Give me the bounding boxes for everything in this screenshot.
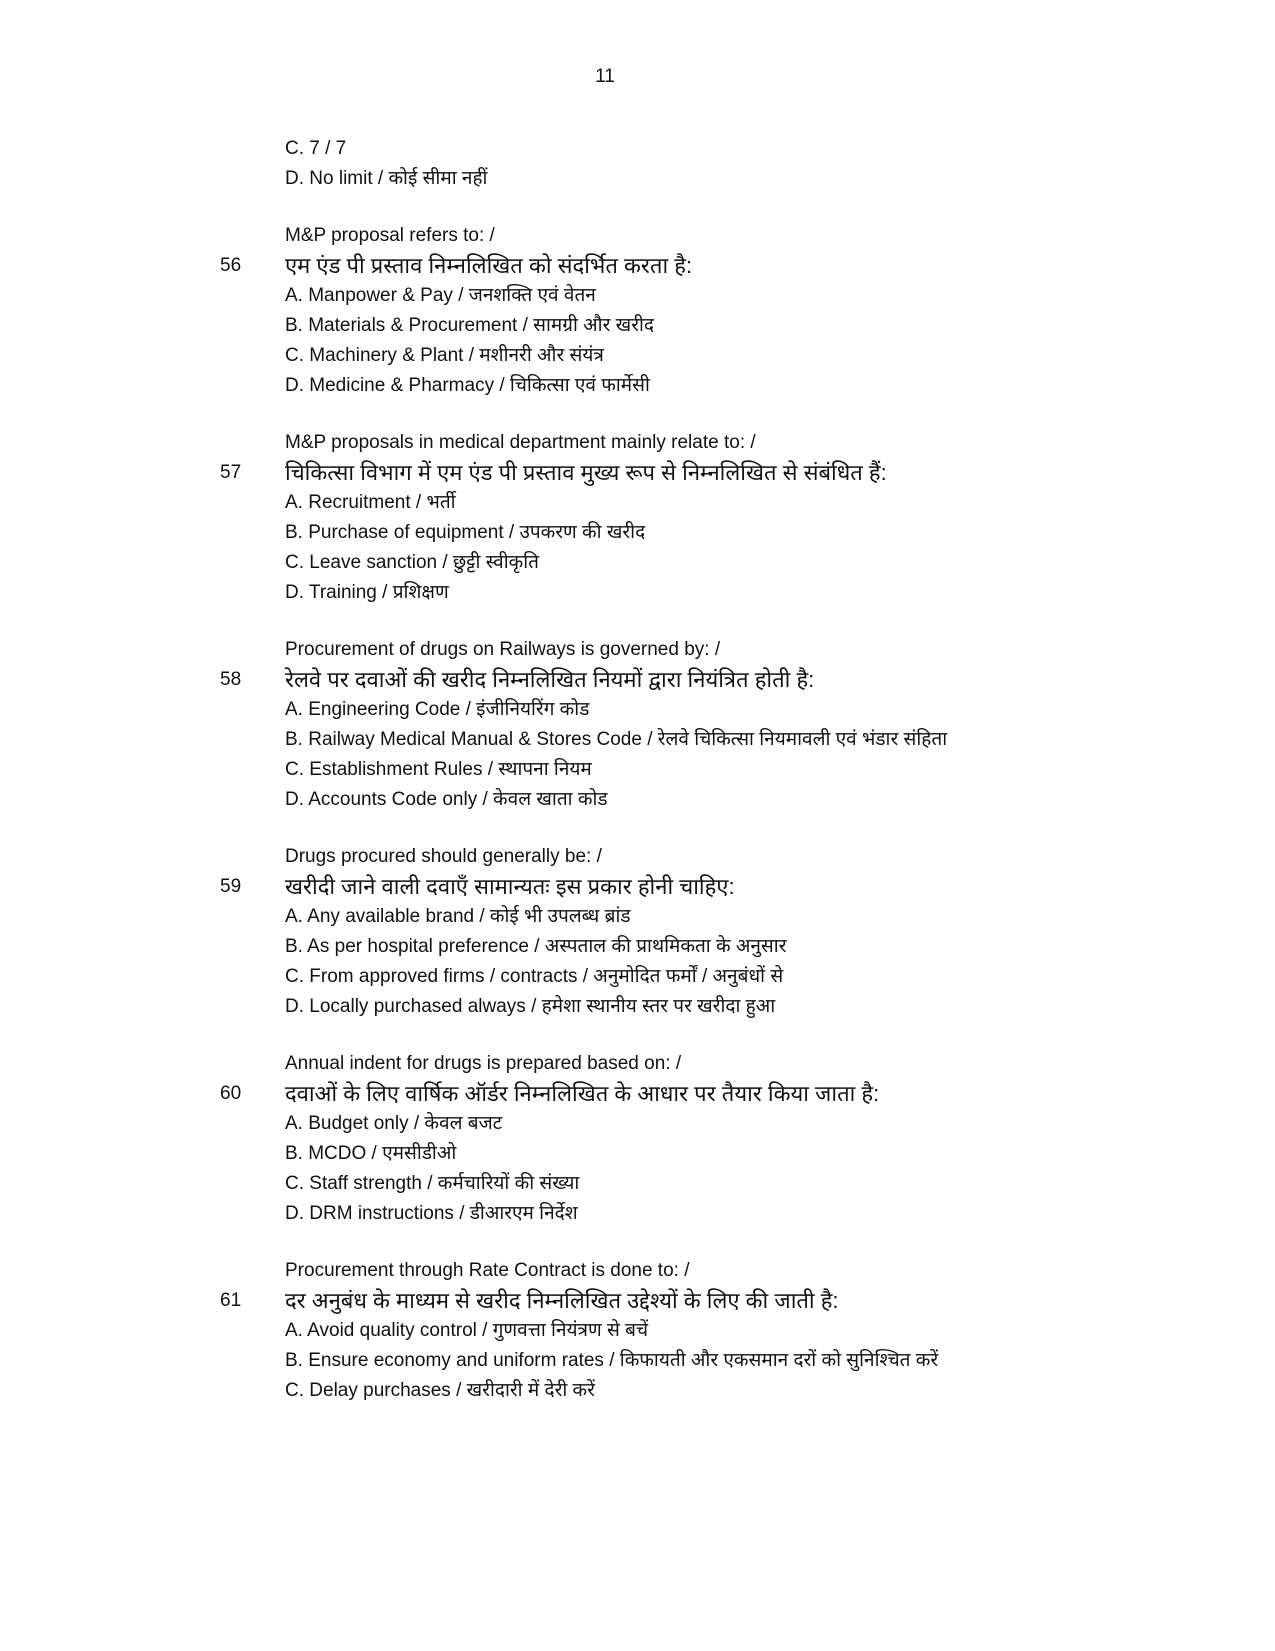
- question-hindi: [220, 1079, 1185, 1109]
- question-english: Drugs procured should generally be: /: [285, 846, 602, 867]
- question-block: [220, 428, 1185, 635]
- question-number: 58: [220, 669, 242, 690]
- carryover-option: C. 7 / 7: [285, 138, 347, 159]
- question-number: 60: [220, 1083, 242, 1104]
- question-english: M&P proposals in medical department mainly relate to: /: [285, 432, 756, 453]
- answer-option: A. Budget only / केवल बजट: [285, 1113, 503, 1134]
- page-number: 11: [595, 66, 615, 87]
- question-hindi-text: एम एंड पी प्रस्ताव निम्नलिखित को संदर्भित करता है:: [285, 253, 693, 278]
- question-list: [220, 134, 1185, 1433]
- answer-option: B. Materials & Procurement / सामग्री और खरीद: [285, 315, 654, 336]
- question-number: 59: [220, 876, 242, 897]
- answer-option: C. Leave sanction / छुट्टी स्वीकृति: [285, 552, 539, 573]
- answer-option: A. Engineering Code / इंजीनियरिंग कोड: [285, 699, 590, 720]
- question-block: [220, 635, 1185, 842]
- question-hindi-text: खरीदी जाने वाली दवाएँ सामान्यतः इस प्रकार होनी चाहिए:: [285, 874, 735, 899]
- answer-option: A. Avoid quality control / गुणवत्ता नियंत्रण से बचें: [285, 1320, 649, 1341]
- question-english: Procurement through Rate Contract is done to: /: [285, 1260, 690, 1281]
- question-hindi: [220, 1286, 1185, 1316]
- question-english: Procurement of drugs on Railways is governed by: /: [285, 639, 721, 660]
- question-number: 61: [220, 1290, 242, 1311]
- answer-option: B. MCDO / एमसीडीओ: [285, 1143, 457, 1164]
- question-hindi: [220, 665, 1185, 695]
- answer-option: B. Railway Medical Manual & Stores Code / रेलवे चिकित्सा नियमावली एवं भंडार संहिता: [285, 729, 948, 750]
- question-hindi-text: दवाओं के लिए वार्षिक ऑर्डर निम्नलिखित के आधार पर तैयार किया जाता है:: [285, 1081, 880, 1106]
- answer-option: D. Medicine & Pharmacy / चिकित्सा एवं फार्मेसी: [285, 375, 650, 396]
- question-hindi-text: रेलवे पर दवाओं की खरीद निम्नलिखित नियमों द्वारा नियंत्रित होती है:: [285, 667, 815, 692]
- question-number: 56: [220, 255, 242, 276]
- answer-option: D. Training / प्रशिक्षण: [285, 582, 449, 603]
- answer-option: D. DRM instructions / डीआरएम निर्देश: [285, 1203, 578, 1224]
- question-block: [220, 1256, 1185, 1433]
- answer-option: B. As per hospital preference / अस्पताल की प्राथमिकता के अनुसार: [285, 936, 787, 957]
- question-english: Annual indent for drugs is prepared based on: /: [285, 1053, 682, 1074]
- answer-option: A. Manpower & Pay / जनशक्ति एवं वेतन: [285, 285, 596, 306]
- answer-option: D. Accounts Code only / केवल खाता कोड: [285, 789, 608, 810]
- answer-option: C. Establishment Rules / स्थापना नियम: [285, 759, 592, 780]
- question-block: [220, 221, 1185, 428]
- question-block: [220, 1049, 1185, 1256]
- answer-option: A. Any available brand / कोई भी उपलब्ध ब्रांड: [285, 906, 631, 927]
- answer-option: C. Delay purchases / खरीदारी में देरी करें: [285, 1380, 595, 1401]
- question-block: [220, 842, 1185, 1049]
- carryover-option: D. No limit / कोई सीमा नहीं: [285, 168, 488, 189]
- question-hindi: [220, 251, 1185, 281]
- answer-option: B. Purchase of equipment / उपकरण की खरीद: [285, 522, 646, 543]
- answer-option: A. Recruitment / भर्ती: [285, 492, 456, 513]
- question-hindi-text: चिकित्सा विभाग में एम एंड पी प्रस्ताव मुख्य रूप से निम्नलिखित से संबंधित हैं:: [285, 460, 887, 485]
- answer-option: B. Ensure economy and uniform rates / किफायती और एकसमान दरों को सुनिश्चित करें: [285, 1350, 939, 1371]
- answer-option: C. From approved firms / contracts / अनुमोदित फर्मों / अनुबंधों से: [285, 966, 784, 987]
- question-hindi: [220, 872, 1185, 902]
- question-number: 57: [220, 462, 242, 483]
- answer-option: D. Locally purchased always / हमेशा स्थानीय स्तर पर खरीदा हुआ: [285, 996, 776, 1017]
- question-hindi: [220, 458, 1185, 488]
- answer-option: C. Staff strength / कर्मचारियों की संख्या: [285, 1173, 580, 1194]
- answer-option: C. Machinery & Plant / मशीनरी और संयंत्र: [285, 345, 604, 366]
- question-english: M&P proposal refers to: /: [285, 225, 495, 246]
- question-hindi-text: दर अनुबंध के माध्यम से खरीद निम्नलिखित उद्देश्यों के लिए की जाती है:: [285, 1288, 839, 1313]
